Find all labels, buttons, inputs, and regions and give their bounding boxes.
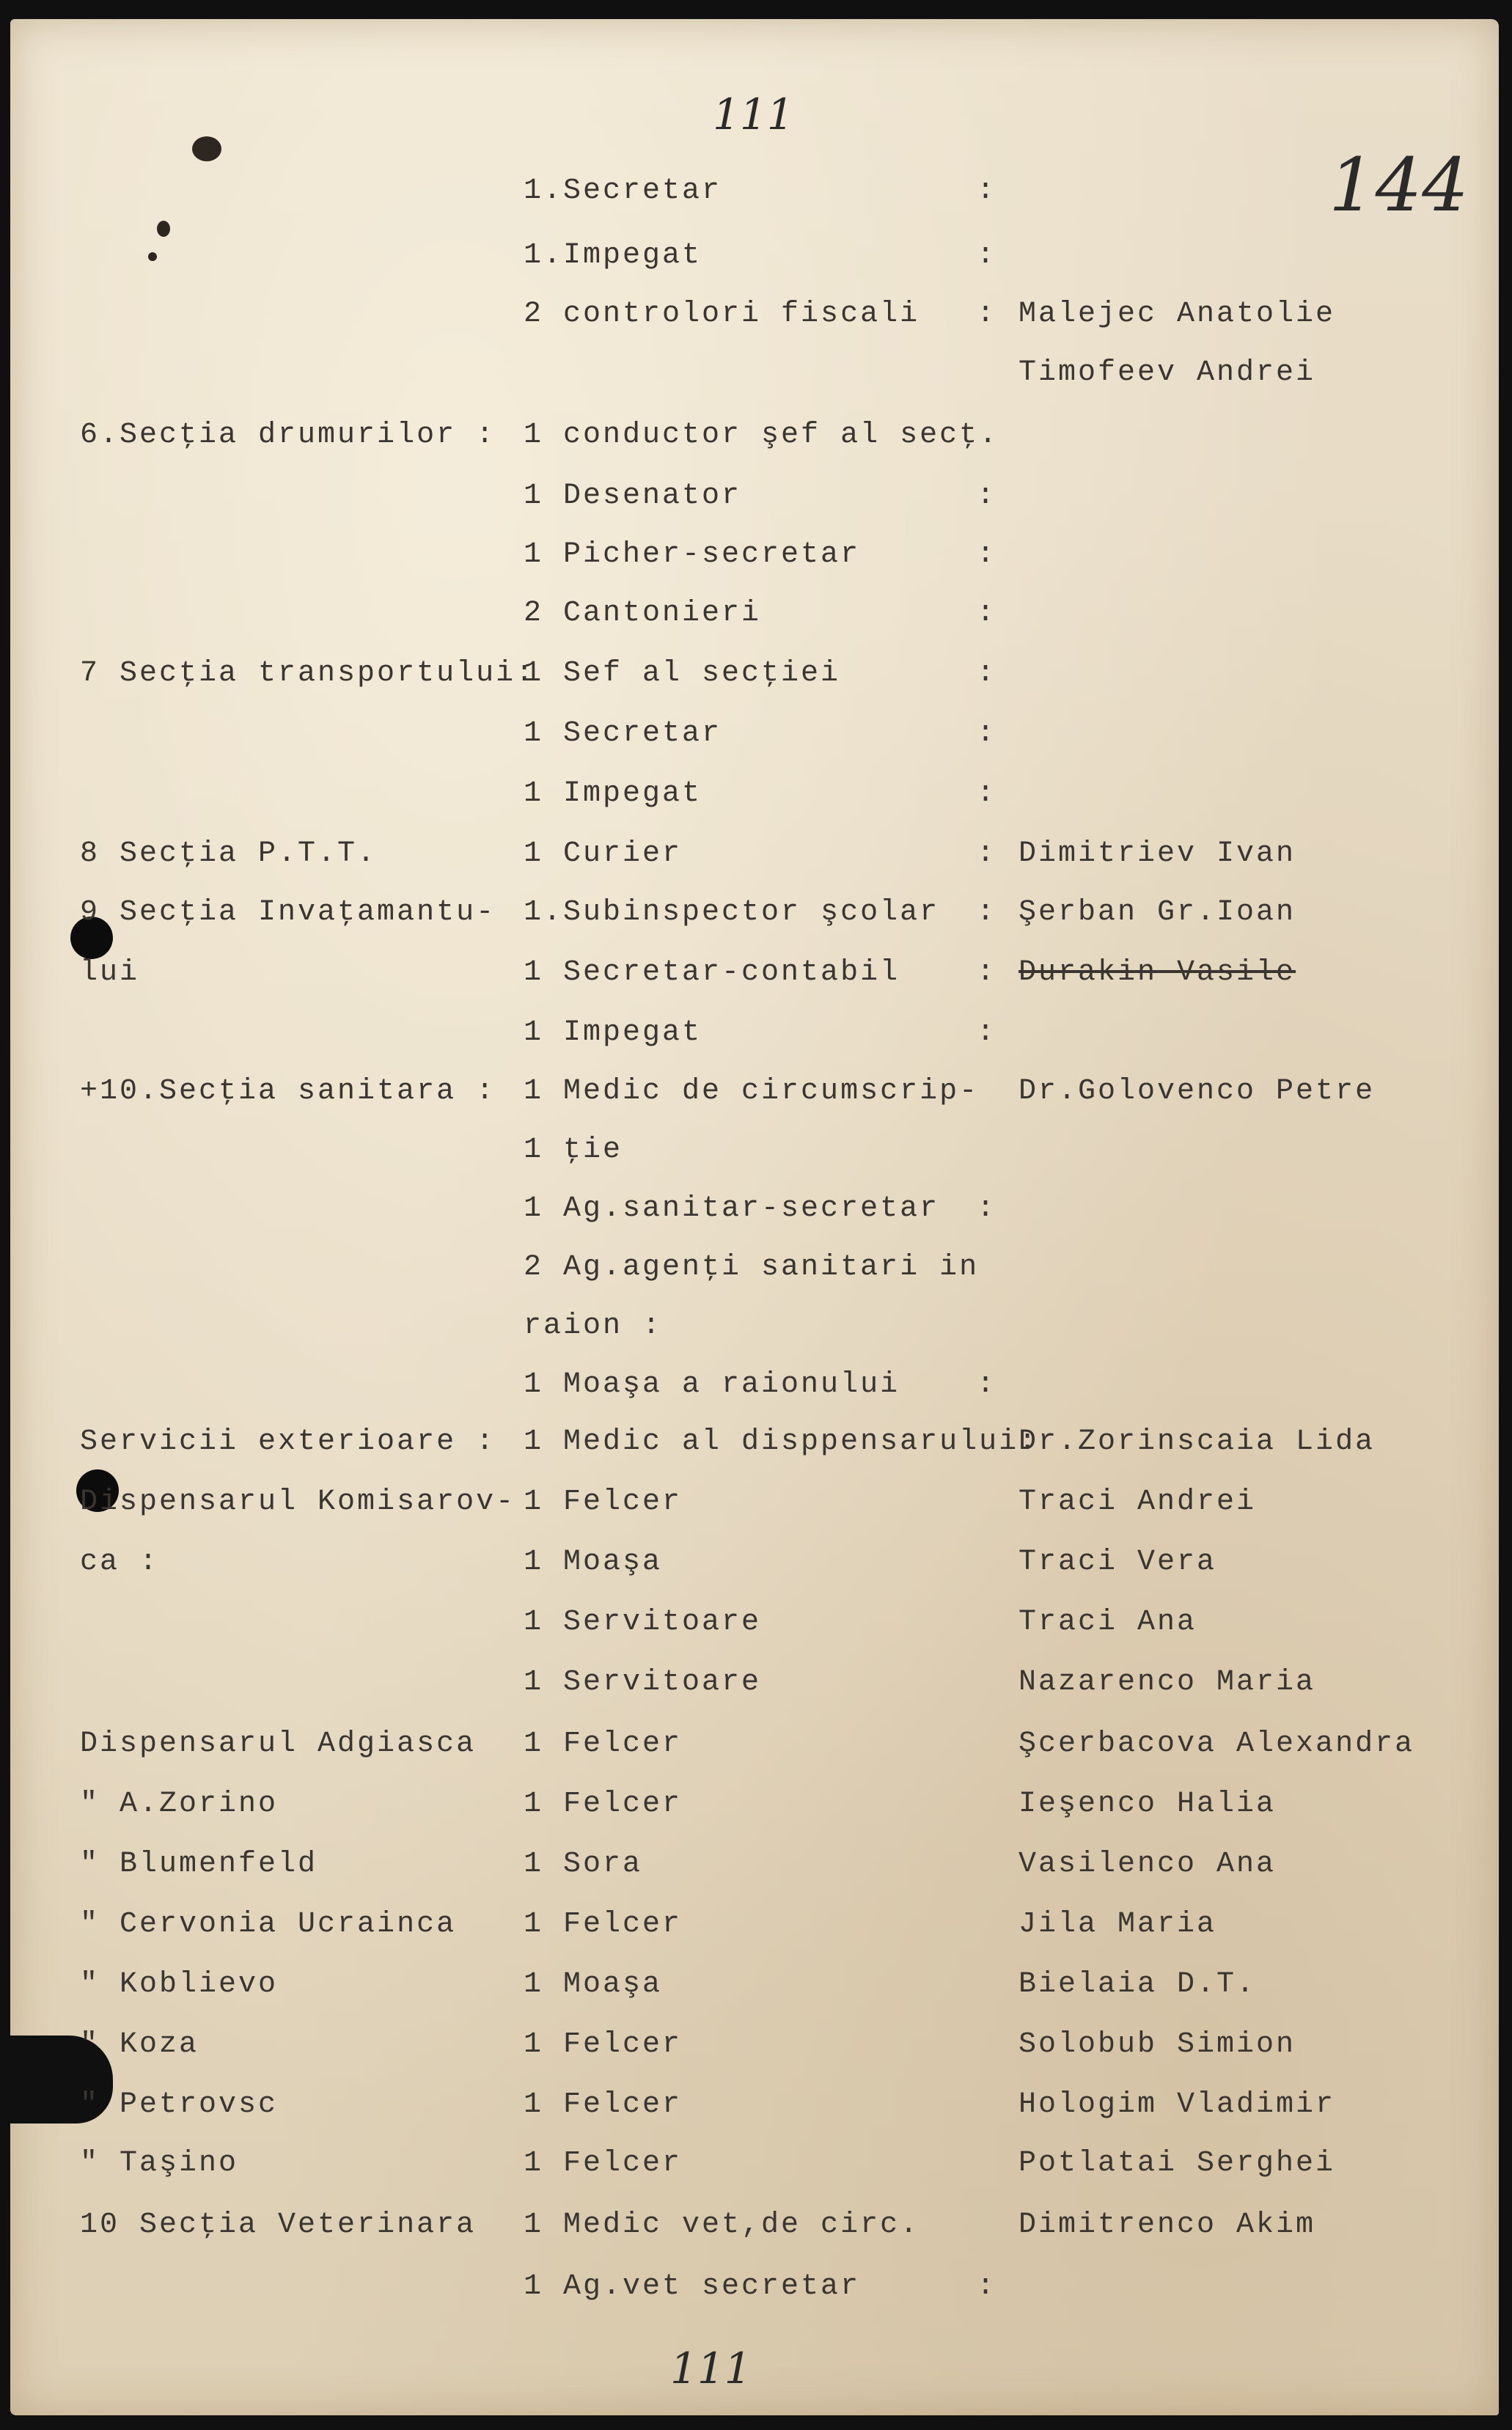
row-6-c3: : <box>977 480 997 513</box>
row-12-c1: 8 Secţia P.T.T. <box>80 837 378 870</box>
row-18-c3: : <box>977 1192 997 1225</box>
row-26-c2: 1 Servitoare <box>524 1666 762 1699</box>
row-8-c3: : <box>977 597 997 630</box>
row-33-c4: Hologim Vladimir <box>1019 2088 1336 2121</box>
row-14-c3: : <box>977 956 997 989</box>
row-29-c1: " Blumenfeld <box>80 1848 318 1881</box>
row-22-c2: 1 Medic al disppensarului: <box>524 1425 1039 1458</box>
document-page <box>10 19 1499 2415</box>
row-15-c3: : <box>977 1016 997 1049</box>
row-16-c2: 1 Medic de circumscrip- <box>524 1075 980 1108</box>
row-35-c2: 1 Medic vet,de circ. <box>524 2209 920 2242</box>
row-31-c2: 1 Moaşa <box>524 1968 663 2001</box>
row-24-c1: ca : <box>80 1546 160 1579</box>
row-32-c4: Solobub Simion <box>1019 2028 1296 2061</box>
row-13-c4: Şerban Gr.Ioan <box>1019 896 1296 929</box>
row-10-c2: 1 Secretar <box>524 717 722 750</box>
row-27-c4: Şcerbacova Alexandra <box>1019 1728 1415 1761</box>
row-2-c3: : <box>977 239 997 272</box>
row-3-c2: 2 controlori fiscali <box>524 298 920 331</box>
row-3-c3: : <box>977 298 997 331</box>
row-11-c3: : <box>977 777 997 810</box>
row-14-c2: 1 Secretar-contabil <box>524 956 900 989</box>
row-26-c4: Nazarenco Maria <box>1019 1666 1316 1699</box>
ink-stain <box>192 136 221 161</box>
row-3-c4: Malejec Anatolie <box>1019 298 1336 331</box>
row-12-c4: Dimitriev Ivan <box>1019 837 1296 870</box>
row-23-c4: Traci Andrei <box>1019 1486 1257 1519</box>
row-14-c1: lui <box>80 956 140 989</box>
row-8-c2: 2 Cantonieri <box>524 597 762 630</box>
row-29-c2: 1 Sora <box>524 1848 643 1881</box>
row-15-c2: 1 Impegat <box>524 1016 702 1049</box>
top-mark: 111 <box>713 89 794 139</box>
row-32-c2: 1 Felcer <box>524 2028 683 2061</box>
row-7-c3: : <box>977 538 997 571</box>
row-1-c2: 1.Secretar <box>524 175 722 208</box>
row-16-c1: +10.Secţia sanitara : <box>80 1075 496 1108</box>
row-30-c2: 1 Felcer <box>524 1908 683 1941</box>
row-36-c3: : <box>977 2270 997 2303</box>
row-21-c2: 1 Moaşa a raionului <box>524 1368 900 1401</box>
row-31-c1: " Koblievo <box>80 1968 279 2001</box>
bottom-mark: 111 <box>670 2343 752 2393</box>
row-24-c2: 1 Moaşa <box>524 1546 663 1579</box>
row-28-c1: " A.Zorino <box>80 1788 279 1821</box>
row-36-c2: 1 Ag.vet secretar <box>524 2270 861 2303</box>
row-13-c2: 1.Subinspector şcolar <box>524 896 940 929</box>
row-21-c3: : <box>977 1368 997 1401</box>
row-31-c4: Bielaia D.T. <box>1019 1968 1257 2001</box>
row-5-c2: 1 conductor şef al secţ. <box>524 419 999 452</box>
row-12-c2: 1 Curier <box>524 837 683 870</box>
row-5-c1: 6.Secţia drumurilor : <box>80 419 496 452</box>
row-33-c1: " Petrovsc <box>80 2088 279 2121</box>
row-2-c2: 1.Impegat <box>524 239 702 272</box>
row-29-c4: Vasilenco Ana <box>1019 1848 1277 1881</box>
row-30-c4: Jila Maria <box>1019 1908 1217 1941</box>
row-35-c4: Dimitrenco Akim <box>1019 2209 1316 2242</box>
row-9-c2: 1 Sef al secţiei <box>524 657 841 690</box>
row-28-c4: Ieşenco Halia <box>1019 1788 1277 1821</box>
row-25-c2: 1 Servitoare <box>524 1606 762 1639</box>
row-13-c3: : <box>977 896 997 929</box>
row-11-c2: 1 Impegat <box>524 777 702 810</box>
row-18-c2: 1 Ag.sanitar-secretar <box>524 1192 940 1225</box>
row-6-c2: 1 Desenator <box>524 480 742 513</box>
row-20-c2: raion : <box>524 1310 663 1343</box>
row-24-c4: Traci Vera <box>1019 1546 1217 1579</box>
row-34-c1: " Taşino <box>80 2147 239 2180</box>
row-28-c2: 1 Felcer <box>524 1788 683 1821</box>
row-10-c3: : <box>977 717 997 750</box>
row-27-c2: 1 Felcer <box>524 1728 683 1761</box>
row-17-c2: 1 ţie <box>524 1134 623 1167</box>
row-30-c1: " Cervonia Ucrainca <box>80 1908 457 1941</box>
row-23-c2: 1 Felcer <box>524 1486 683 1519</box>
row-12-c3: : <box>977 837 997 870</box>
row-14-c4: Durakin Vasile <box>1019 956 1296 989</box>
row-34-c2: 1 Felcer <box>524 2147 683 2180</box>
row-16-c4: Dr.Golovenco Petre <box>1019 1075 1376 1108</box>
row-33-c2: 1 Felcer <box>524 2088 683 2121</box>
row-9-c1: 7 Secţia transportului: <box>80 657 536 690</box>
row-19-c2: 2 Ag.agenţi sanitari in <box>524 1251 980 1284</box>
row-9-c3: : <box>977 657 997 690</box>
row-13-c1: 9 Secţia Invaţamantu- <box>80 896 496 929</box>
row-22-c1: Servicii exterioare : <box>80 1425 496 1458</box>
row-35-c1: 10 Secţia Veterinara <box>80 2209 477 2242</box>
ink-stain <box>157 221 170 237</box>
ink-stain <box>148 252 157 261</box>
row-7-c2: 1 Picher-secretar <box>524 538 861 571</box>
page-number: 144 <box>1329 142 1469 228</box>
row-25-c4: Traci Ana <box>1019 1606 1197 1639</box>
row-27-c1: Dispensarul Adgiasca <box>80 1728 477 1761</box>
row-32-c1: " Koza <box>80 2028 199 2061</box>
row-1-c3: : <box>977 175 997 208</box>
row-23-c1: Dispensarul Komisarov- <box>80 1486 516 1519</box>
row-22-c4: Dr.Zorinscaia Lida <box>1019 1425 1376 1458</box>
row-34-c4: Potlatai Serghei <box>1019 2147 1336 2180</box>
row-4-c4: Timofeev Andrei <box>1019 356 1316 389</box>
